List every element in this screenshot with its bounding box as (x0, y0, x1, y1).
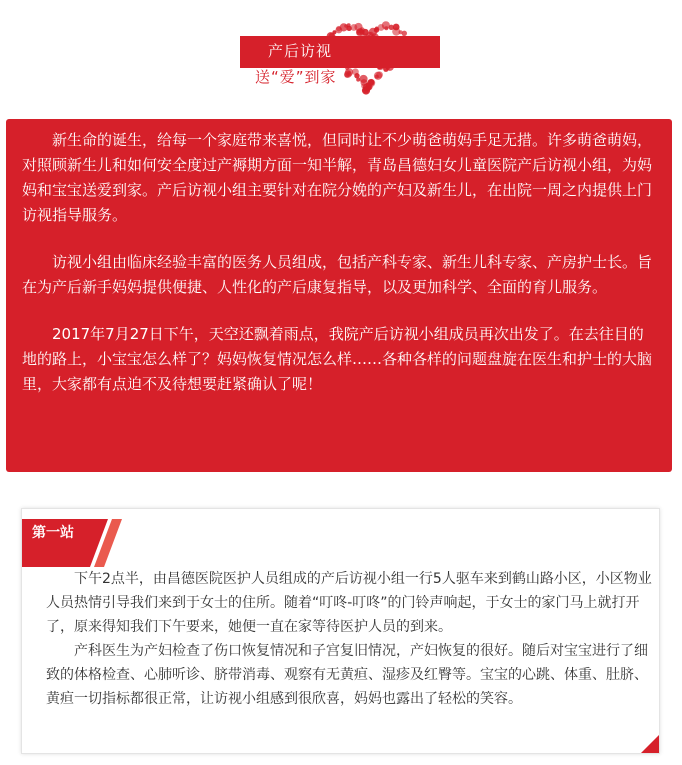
heart-dot (344, 24, 348, 28)
station-paragraph: 产科医生为产妇检查了伤口恢复情况和子宫复旧情况，产妇恢复的很好。随后对宝宝进行了细致的体格检查、心肺听诊、脐带消毒、观察有无黄疸、湿疹及红臀等。宝宝的心跳、体重、肚脐、黄疸一切指标都很正常，让访视小组感到很欣喜，妈妈也露出了轻松的笑容。 (46, 643, 648, 707)
intro-paragraph: 访视小组由临床经验丰富的医务人员组成，包括产科专家、新生儿科专家、产房护士长。旨在为产后新手妈妈提供便捷、人性化的产后康复指导，以及更加科学、全面的育儿服务。 (22, 253, 653, 296)
heart-dot (359, 75, 367, 83)
header-title: 产后访视 (268, 42, 333, 60)
intro-panel (6, 119, 672, 472)
heart-dot (347, 71, 351, 75)
station-badge-label: 第一站 (32, 525, 74, 541)
heart-dot (359, 27, 365, 33)
station-paragraph: 下午2点半，由昌德医院医护人员组成的产后访视小组一行5人驱车来到鹤山路小区，小区物业人员热情引导我们来到于女士的住所。随着“叮咚-叮咚”的门铃声响起，于女士的家门马上就打开了，原来得知我们下午要来，她便一直在家等待医护人员的到来。 (46, 571, 652, 635)
station-card (21, 508, 660, 754)
intro-paragraph: 2017年7月27日下午，天空还飘着雨点，我院产后访视小组成员再次出发了。在去往目的地的路上，小宝宝怎么样了？妈妈恢复情况怎么样……各种各样的问题盘旋在医生和护士的大脑里，大家都有点迫不及待想要赶紧确认了呢！ (22, 325, 653, 393)
station-body (46, 567, 652, 711)
header-banner (0, 0, 682, 110)
corner-triangle-icon (641, 735, 659, 753)
heart-dot (402, 31, 407, 36)
heart-dot (375, 75, 379, 79)
intro-paragraph: 新生命的诞生，给每一个家庭带来喜悦，但同时让不少萌爸萌妈手足无措。许多萌爸萌妈，对照顾新生儿和如何安全度过产褥期方面一知半解，青岛昌德妇女儿童医院产后访视小组，为妈妈和宝宝送爱到家。产后访视小组主要针对在院分娩的产妇及新生儿，在出院一周之内提供上门访视指导服务。 (22, 131, 653, 224)
header-subtitle: 送“爱”到家 (255, 68, 337, 86)
heart-dot (384, 26, 388, 30)
